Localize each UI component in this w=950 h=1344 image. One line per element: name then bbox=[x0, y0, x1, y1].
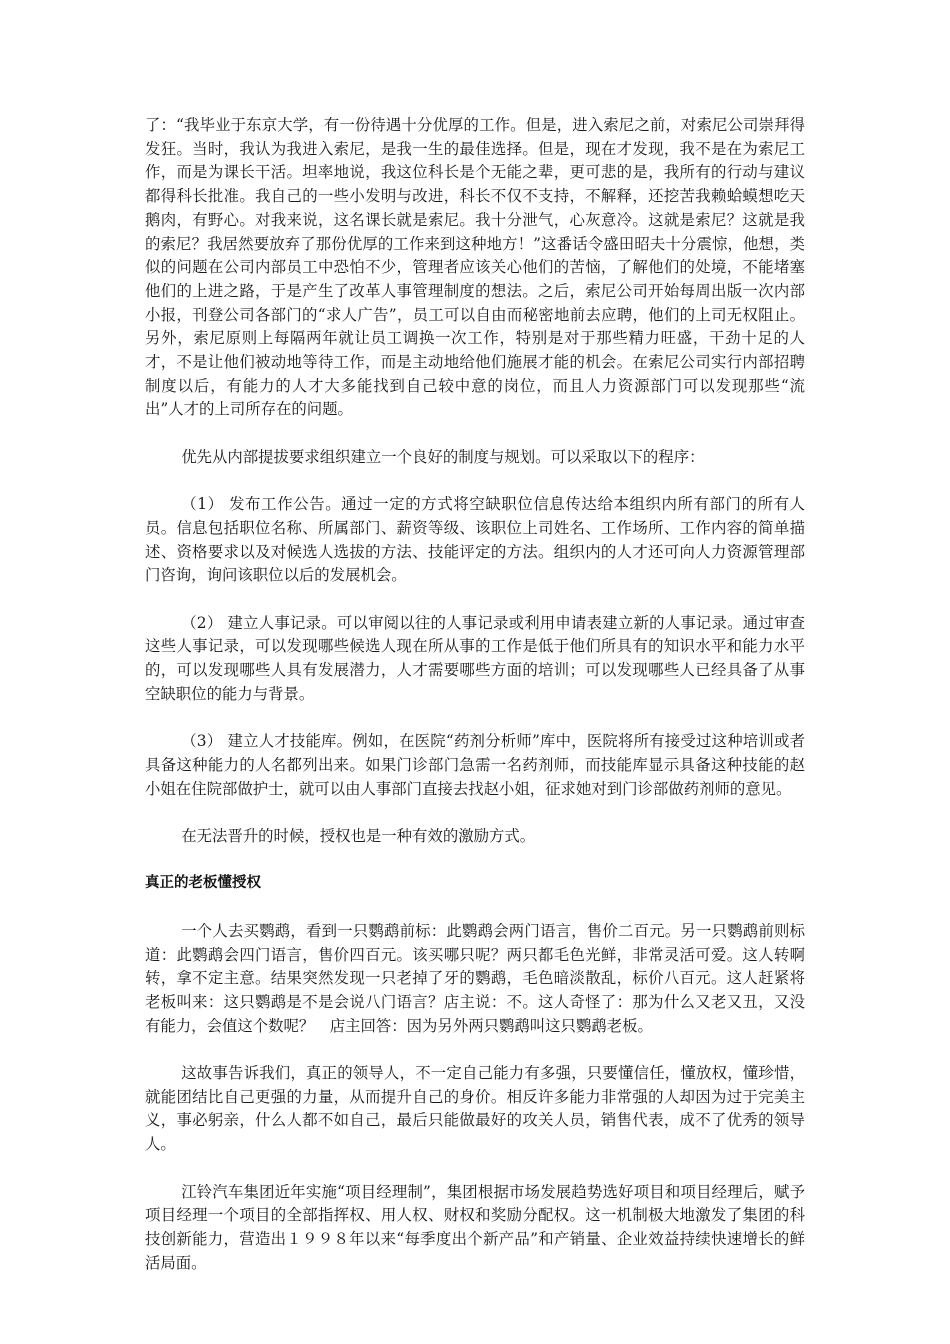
document-body bbox=[145, 114, 805, 1299]
step-1-number: （1） bbox=[181, 495, 224, 514]
paragraph-internal-promotion: 优先从内部提拔要求组织建立一个良好的制度与规划。可以采取以下的程序： bbox=[181, 447, 705, 466]
step-3-number: （3） bbox=[181, 732, 223, 751]
paragraph-step-3 bbox=[145, 730, 805, 801]
step-2-number: （2） bbox=[181, 613, 223, 632]
paragraph-sony-story: 了：“我毕业于东京大学，有一份待遇十分优厚的工作。但是，进入索尼之前，对索尼公司崇拜得发狂。当时，我认为我进入索尼，是我一生的最佳选择。但是，现在才发现，我不是在为索尼工作，而是为课长干活。坦率地说，我这位科长是个无能之辈，更可悲的是，我所有的行动与建议都得科长批准。我自己的一些小发明与改进，科长不仅不支持，不解释，还挖苦我赖蛤蟆想吃天鹅肉，有野心。对我来说，这名课长就是索尼。我十分泄气，心灰意冷。这就是索尼？这就是我的索尼？我居然要放弃了那份优厚的工作来到这种地方！”这番话令盛田昭夫十分震惊，他想，类似的问题在公司内部员工中恐怕不少，管理者应该关心他们的苦恼，了解他们的处境，不能堵塞他们的上进之路，于是产生了改革人事管理制度的想法。之后，索尼公司开始每周出版一次内部小报，刊登公司各部门的“求人广告”，员工可以自由而秘密地前去应聘，他们的上司无权阻止。另外，索尼原则上每隔两年就让员工调换一次工作，特别是对于那些精力旺盛，干劲十足的人才，不是让他们被动地等待工作，而是主动地给他们施展才能的机会。在索尼公司实行内部招聘制度以后，有能力的人才大多能找到自己较中意的岗位，而且人力资源部门可以发现那些“流出”人才的上司所存在的问题。 bbox=[145, 116, 805, 419]
paragraph-step-1 bbox=[145, 493, 805, 588]
paragraph-step-2 bbox=[145, 612, 805, 707]
paragraph-parrot-story: 一个人去买鹦鹉，看到一只鹦鹉前标：此鹦鹉会两门语言，售价二百元。另一只鹦鹉前则标道：此鹦鹉会四门语言，售价四百元。该买哪只呢？两只都毛色光鲜，非常灵活可爱。这人转啊转，拿不定主意。结果突然发现一只老掉了牙的鹦鹉，毛色暗淡散乱，标价八百元。这人赶紧将老板叫来：这只鹦鹉是不是会说八门语言？店主说：不。这人奇怪了：那为什么又老又丑，又没有能力，会值这个数呢？ 店主回答：因为另外两只鹦鹉叫这只鹦鹉老板。 bbox=[145, 921, 805, 1035]
paragraph-delegation-intro: 在无法晋升的时候，授权也是一种有效的激励方式。 bbox=[181, 827, 536, 846]
step-1-text: 发布工作公告。通过一定的方式将空缺职位信息传达给本组织内所有部门的所有人员。信息包括职位名称、所属部门、薪资等级、该职位上司姓名、工作场所、工作内容的简单描述、资格要求以及对候选人选拔的方法、技能评定的方法。组织内的人才还可向人力资源管理部门咨询，询问该职位以后的发展机会。 bbox=[145, 495, 805, 585]
step-3-text: 建立人才技能库。例如，在医院“药剂分析师”库中，医院将所有接受过这种培训或者具备这种能力的人名都列出来。如果门诊部门急需一名药剂师，而技能库显示具备这种技能的赵小姐在住院部做护士，就可以由人事部门直接去找赵小姐，征求她对到门诊部做药剂师的意见。 bbox=[145, 732, 805, 798]
step-2-text: 建立人事记录。可以审阅以往的人事记录或利用申请表建立新的人事记录。通过审查这些人事记录，可以发现哪些候选人现在所从事的工作是低于他们所具有的知识水平和能力水平的，可以发现哪些人具有发展潜力，人才需要哪些方面的培训；可以发现哪些人已经具备了从事空缺职位的能力与背景。 bbox=[145, 613, 805, 703]
paragraph-lesson: 这故事告诉我们，真正的领导人，不一定自己能力有多强，只要懂信任，懂放权，懂珍惜，就能团结比自己更强的力量，从而提升自己的身价。相反许多能力非常强的人却因为过于完美主义，事必躬亲，什么人都不如自己，最后只能做最好的攻关人员，销售代表，成不了优秀的领导人。 bbox=[145, 1064, 805, 1154]
paragraph-jiangling-example: 江铃汽车集团近年实施“项目经理制”，集团根据市场发展趋势选好项目和项目经理后，赋予项目经理一个项目的全部指挥权、用人权、财权和奖励分配权。这一机制极大地激发了集团的科技创新能力，营造出１９９８年以来“每季度出个新产品”和产销量、企业效益持续快速增长的鲜活局面。 bbox=[145, 1182, 805, 1272]
section-heading: 真正的老板懂授权 bbox=[145, 875, 261, 892]
